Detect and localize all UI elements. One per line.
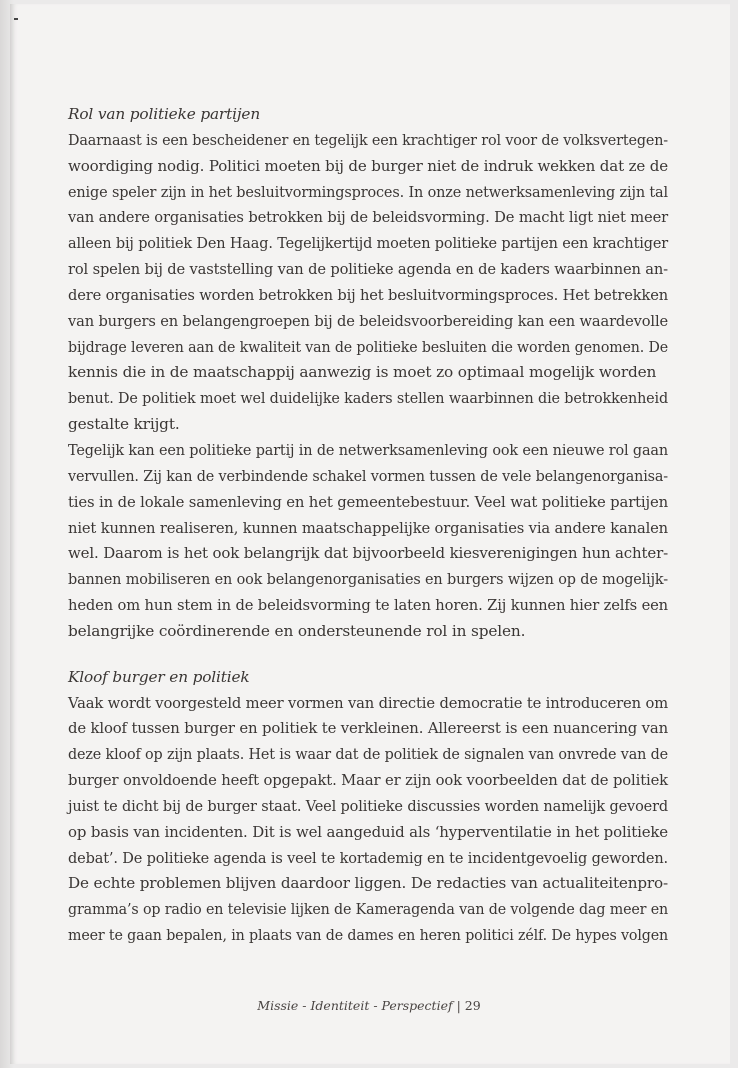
text-line: gestalte krijgt. — [68, 415, 180, 434]
text-line: bijdrage leveren aan de kwaliteit van de politieke besluiten die worden genomen. De — [68, 337, 668, 356]
footer-separator: | — [456, 998, 461, 1013]
text-line: Tegelijk kan een politieke partij in de netwerksamenleving ook een nieuwe rol gaan — [68, 440, 668, 459]
text-line: Vaak wordt voorgesteld meer vormen van directie democratie te introduceren om — [68, 693, 668, 712]
text-line: gramma’s op radio en televisie lijken de Kameragenda van de volgende dag meer en — [68, 900, 668, 919]
text-line: rol spelen bij de vaststelling van de politieke agenda en de kaders waarbinnen an- — [68, 260, 668, 279]
text-line: dere organisaties worden betrokken bij het besluitvormingsproces. Het betrekken — [68, 285, 668, 304]
text-line: Daarnaast is een bescheidener en tegelijk een krachtiger rol voor de volksvertegen- — [68, 130, 668, 149]
running-title: Missie - Identiteit - Perspectief — [257, 998, 453, 1013]
text-line: deze kloof op zijn plaats. Het is waar dat de politiek de signalen van onvrede van de — [68, 745, 668, 764]
text-line: juist te dicht bij de burger staat. Veel politieke discussies worden namelijk gevoerd — [68, 796, 668, 815]
text-line: meer te gaan bepalen, in plaats van de dames en heren politici zélf. De hypes volgen — [68, 926, 668, 945]
paragraph-rol-2 — [68, 438, 668, 645]
text-line: alleen bij politiek Den Haag. Tegelijkertijd moeten politieke partijen een krachtiger — [68, 234, 668, 253]
text-line: debat’. De politieke agenda is veel te kortademig en te incidentgevoelig geworden. — [68, 848, 668, 867]
text-line: woordiging nodig. Politici moeten bij de burger niet de indruk wekken dat ze de — [68, 156, 668, 175]
text-line: ties in de lokale samenleving en het gemeentebestuur. Veel wat politieke partijen — [68, 492, 668, 511]
text-line: van andere organisaties betrokken bij de beleidsvorming. De macht ligt niet meer — [68, 208, 668, 227]
section-heading-rol-van-politieke-partijen: Rol van politieke partijen — [68, 105, 261, 123]
text-line: vervullen. Zij kan de verbindende schakel vormen tussen de vele belangenorganisa- — [68, 466, 668, 485]
text-line: wel. Daarom is het ook belangrijk dat bijvoorbeeld kiesverenigingen hun achter- — [68, 544, 668, 563]
text-line: bannen mobiliseren en ook belangenorganisaties en burgers wijzen op de mogelijk- — [68, 570, 668, 589]
text-line: De echte problemen blijven daardoor liggen. De redacties van actualiteitenpro- — [68, 874, 668, 893]
text-line: heden om hun stem in de beleidsvorming te laten horen. Zij kunnen hier zelfs een — [68, 596, 668, 615]
paragraph-rol-1 — [68, 128, 668, 438]
text-line: de kloof tussen burger en politiek te verkleinen. Allereerst is een nuancering van — [68, 719, 668, 738]
section-heading-kloof-burger-en-politiek: Kloof burger en politiek — [68, 667, 250, 686]
text-line: kennis die in de maatschappij aanwezig is moet zo optimaal mogelijk worden — [68, 363, 657, 382]
scan-mark — [14, 18, 18, 20]
text-line: enige speler zijn in het besluitvormingsproces. In onze netwerksamenleving zijn tal — [68, 182, 668, 201]
text-line: belangrijke coördinerende en ondersteunende rol in spelen. — [68, 621, 526, 640]
page-number: 29 — [464, 998, 481, 1013]
section-spacer — [68, 645, 668, 665]
text-line: burger onvoldoende heeft opgepakt. Maar er zijn ook voorbeelden dat de politiek — [68, 771, 668, 790]
text-line: niet kunnen realiseren, kunnen maatschappelijke organisaties via andere kanalen — [68, 518, 668, 537]
text-line: van burgers en belangengroepen bij de beleidsvoorbereiding kan een waardevolle — [68, 311, 668, 330]
page-footer — [0, 998, 738, 1013]
text-line: benut. De politiek moet wel duidelijke kaders stellen waarbinnen die betrokkenheid — [68, 389, 668, 408]
page-body — [68, 102, 668, 949]
text-line: op basis van incidenten. Dit is wel aangeduid als ‘hyperventilatie in het politieke — [68, 822, 668, 841]
paragraph-kloof-1 — [68, 691, 668, 949]
